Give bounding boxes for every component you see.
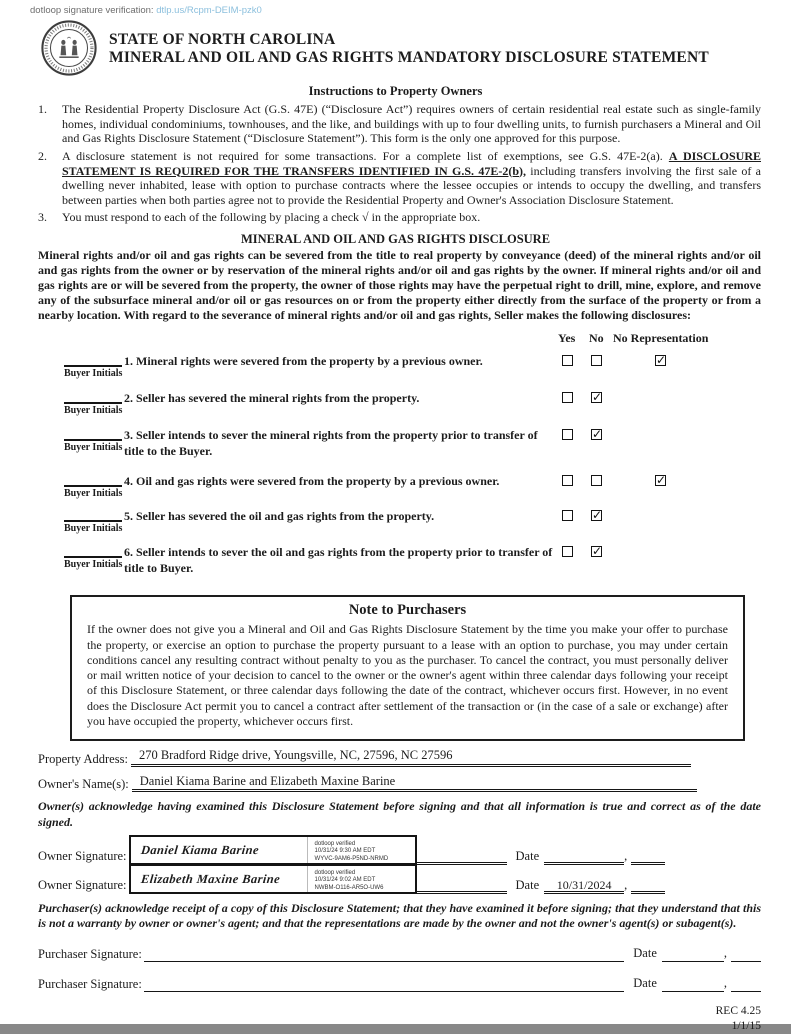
state-title: STATE OF NORTH CAROLINA — [109, 31, 336, 49]
instruction-item-3 — [38, 210, 761, 225]
checkbox-yes[interactable] — [562, 546, 573, 557]
verification-label: dotloop signature verification: — [30, 5, 154, 16]
checkbox-no[interactable] — [591, 475, 602, 486]
checkbox-yes[interactable] — [562, 475, 573, 486]
checkbox-no-representation[interactable] — [655, 355, 666, 366]
property-address-field[interactable]: 270 Bradford Ridge drive, Youngsville, NC, 27596, NC 27596 — [131, 748, 691, 767]
instruction-text-pre: A disclosure statement is not required for some transactions. For a complete list of exemptions, see G.S. 47E-2(a). — [62, 148, 669, 163]
buyer-initials-field[interactable]: Buyer Initials — [64, 402, 122, 416]
date-field[interactable]: 10/31/2024 — [544, 878, 624, 894]
note-heading: Note to Purchasers — [348, 602, 467, 619]
date-field[interactable] — [662, 947, 724, 962]
disclosure-item-text: 3. Seller intends to sever the mineral rights from the property prior to transfer of title to the Buyer. — [124, 428, 538, 458]
disclosure-item-text: 2. Seller has severed the mineral rights from the property. — [124, 391, 420, 406]
checkbox-yes[interactable] — [562, 392, 573, 403]
disclosure-items — [0, 352, 791, 585]
instruction-text — [62, 149, 761, 208]
nc-real-estate-commission-seal-icon — [40, 19, 98, 77]
checkbox-yes[interactable] — [562, 355, 573, 366]
date-comma: , — [624, 877, 628, 892]
note-body: If the owner does not give you a Mineral and Oil and Gas Rights Disclosure Statement by the time you make your offer to purchase the property, or exercise an option to purchase the property pursuant to a lease with an option to purchase, you may under certain conditions cancel any resulting contract without penalty to you as the purchaser. To cancel the contract, you must personally deliver or mail written notice of your decision to cancel to the owner or the owner's agent within three calendar days following your receipt of this Disclosure Statement, or three calendar days following the date of the contract, whichever occurs first. However, in no event does the Disclosure Act permit you to cancel a contract after settlement of the transaction or (in the case of a sale or exchange) after you have occupied the property, whichever occurs first. — [87, 622, 728, 728]
form-header — [40, 19, 791, 77]
disclosure-heading: MINERAL AND OIL AND GAS RIGHTS DISCLOSURE — [240, 232, 551, 246]
date-label: Date — [515, 848, 540, 863]
owner-signature-row-2 — [38, 865, 791, 894]
year-field[interactable] — [631, 849, 665, 865]
buyer-initials-field[interactable]: Buyer Initials — [64, 556, 122, 570]
checkbox-no-representation[interactable] — [655, 475, 666, 486]
owner-signature-line[interactable] — [129, 866, 507, 894]
form-code: REC 4.25 — [715, 1004, 761, 1017]
buyer-initials-field[interactable]: Buyer Initials — [64, 365, 122, 379]
column-label-no: No — [589, 331, 604, 346]
disclosure-item-text: 6. Seller intends to sever the oil and gas rights from the property prior to transfer of title to Buyer. — [124, 545, 553, 575]
dotloop-signature-box[interactable] — [129, 864, 417, 894]
title-block — [109, 29, 709, 67]
owner-acknowledgement-text: Owner(s) acknowledge having examined this Disclosure Statement before signing and that all information is true and correct as of the date signed. — [38, 799, 761, 829]
owner-signature-row-1 — [38, 836, 791, 865]
instruction-number: 1. — [38, 102, 47, 116]
instructions-heading: Instructions to Property Owners — [308, 84, 483, 98]
buyer-initials-field[interactable]: Buyer Initials — [64, 485, 122, 499]
date-label: Date — [633, 975, 657, 990]
instruction-text-pre: You must respond to each of the following by placing a check √ in the appropriate box. — [62, 210, 481, 225]
instruction-item-2 — [38, 149, 761, 208]
owner-signature-label: Owner Signature: — [38, 848, 127, 863]
dotloop-verify-stamp — [307, 866, 415, 892]
instruction-number: 2. — [38, 148, 47, 163]
owners-name-label: Owner's Name(s): — [38, 777, 129, 792]
year-field[interactable] — [731, 947, 761, 962]
purchaser-signature-label: Purchaser Signature: — [38, 946, 142, 961]
form-title: MINERAL AND OIL AND GAS RIGHTS MANDATORY DISCLOSURE STATEMENT — [109, 49, 709, 66]
dotloop-verify-stamp — [307, 837, 415, 863]
buyer-initials-field[interactable]: Buyer Initials — [64, 439, 122, 453]
checkbox-no[interactable] — [591, 429, 602, 440]
verification-link[interactable]: dtlp.us/Rcpm-DEIM-pzk0 — [156, 5, 262, 16]
checkbox-no[interactable] — [591, 510, 602, 521]
owner-signature-script: Daniel Kiama Barine — [139, 842, 260, 857]
column-label-yes: Yes — [558, 331, 576, 346]
verify-line-3: NWBM-O116-AR5O-UW6 — [314, 884, 384, 891]
form-footer — [0, 1004, 761, 1034]
year-field[interactable] — [731, 977, 761, 992]
checkbox-yes[interactable] — [562, 429, 573, 440]
note-to-purchasers-box — [70, 595, 745, 741]
instruction-text-pre: The Residential Property Disclosure Act (G.S. 47E) (“Disclosure Act”) requires owners of certain residential real estate such as single-family homes, individual condominiums, townhouses, and the like, and buildings with up to four dwelling units, to furnish purchasers a Mineral and Oil and Gas Rights Disclosure Statement (“Disclosure Statement”). This form is the only one approved for this purpose. — [62, 102, 761, 146]
checkbox-no[interactable] — [591, 392, 602, 403]
buyer-initials-field[interactable]: Buyer Initials — [64, 520, 122, 534]
instruction-number: 3. — [38, 210, 47, 225]
verify-line-1: dotloop verified — [314, 869, 356, 876]
property-address-label: Property Address: — [38, 751, 128, 766]
disclosure-item-text: 4. Oil and gas rights were severed from the property by a previous owner. — [124, 474, 500, 489]
date-field[interactable] — [662, 977, 724, 992]
date-label: Date — [633, 945, 657, 960]
checkbox-columns-header — [0, 331, 791, 346]
date-comma: , — [723, 975, 727, 990]
disclosure-item-text: 1. Mineral rights were severed from the property by a previous owner. — [124, 354, 483, 369]
instruction-item-1 — [38, 102, 761, 146]
purchaser-signature-field[interactable] — [144, 977, 624, 992]
owner-signature-label: Owner Signature: — [38, 877, 127, 892]
instruction-text — [62, 210, 761, 225]
verify-line-2: 10/31/24 9:02 AM EDT — [314, 877, 376, 884]
instruction-text-underlined: A DISCLOSURE STATEMENT IS REQUIRED FOR THE TRANSFERS IDENTIFIED IN G.S. 47E-2(b), — [62, 148, 761, 178]
purchaser-signature-label: Purchaser Signature: — [38, 976, 142, 991]
disclosure-item-text: 5. Seller has severed the oil and gas rights from the property. — [124, 509, 435, 524]
verify-line-1: dotloop verified — [314, 840, 356, 847]
instruction-text-post: including transfers involving the first sale of a dwelling never inhabited, lease with option to purchase contracts where the lessee occupies or intends to occupy the dwelling, and transfers between parties when both parties agree not to provide the Residential Property and Owner's Association Disclosure Statement. — [62, 163, 761, 207]
verify-line-3: WYVC-9AM6-P5ND-NRMD — [314, 855, 389, 862]
date-comma: , — [624, 848, 628, 863]
form-revision-date: 1/1/15 — [731, 1019, 761, 1032]
purchaser-signature-row-2 — [38, 976, 761, 992]
checkbox-no[interactable] — [591, 355, 602, 366]
checkbox-yes[interactable] — [562, 510, 573, 521]
purchaser-signature-field[interactable] — [144, 947, 624, 962]
disclosure-intro: Mineral rights and/or oil and gas rights can be severed from the title to real property by conveyance (deed) of the mineral rights and/or oil and gas rights from the owner or by reservation of the mineral rights and/or oil and gas rights by the owner. If mineral rights and/or oil and gas rights are or will be severed from the property, the owner of those rights may have the perpetual right to drill, mine, explore, and remove any of the subsurface mineral and/or oil or gas resources on or from the property either directly from the surface of the property or from a nearby location. With regard to the severance of mineral rights and/or oil and gas rights, Seller makes the following disclosures: — [38, 248, 761, 322]
verify-line-2: 10/31/24 9:30 AM EDT — [314, 848, 376, 855]
purchaser-signature-row-1 — [38, 946, 761, 962]
date-comma: , — [723, 945, 727, 960]
year-field[interactable] — [631, 878, 665, 894]
instruction-text — [62, 102, 761, 146]
dotloop-signature-box[interactable] — [129, 835, 417, 865]
property-address-row — [38, 748, 791, 767]
dotloop-verification-bar — [0, 0, 791, 16]
owner-signature-script: Elizabeth Maxine Barine — [139, 871, 281, 886]
date-field[interactable] — [544, 849, 624, 865]
owners-name-row — [38, 774, 791, 793]
date-label: Date — [515, 877, 540, 892]
owners-name-field[interactable]: Daniel Kiama Barine and Elizabeth Maxine Barine — [132, 774, 697, 793]
purchaser-acknowledgement-text: Purchaser(s) acknowledge receipt of a copy of this Disclosure Statement; that they have examined it before signing; that they understand that this is not a warranty by owner or owner's agent; and that the representations are made by the owner and not the owner's agent(s) or subagent(s). — [38, 900, 761, 931]
checkbox-no[interactable] — [591, 546, 602, 557]
owner-signature-line[interactable] — [129, 837, 507, 865]
column-label-no-representation: No Representation — [613, 331, 709, 346]
